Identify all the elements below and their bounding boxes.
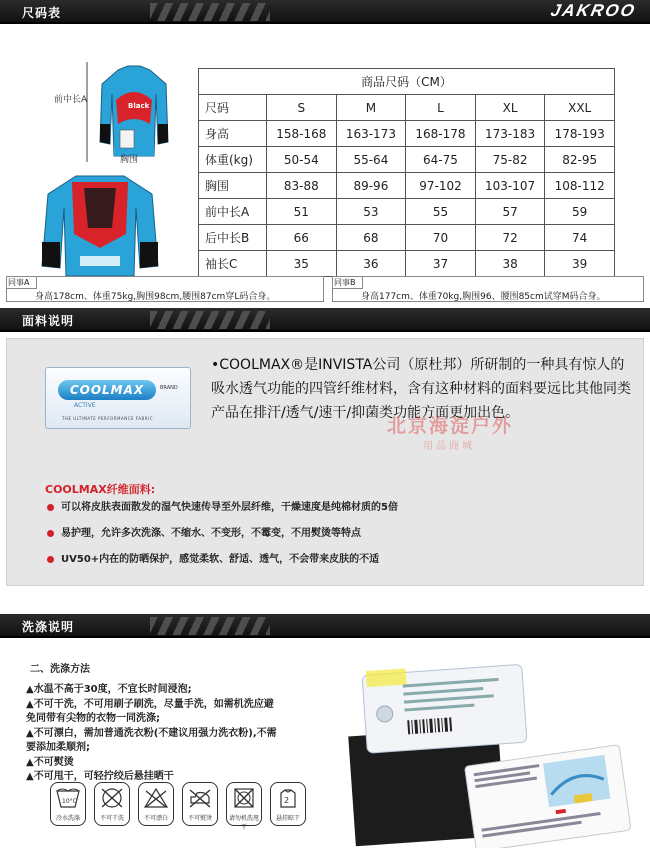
list-item — [45, 501, 635, 527]
table-cell: 97-102 — [406, 173, 476, 199]
coolmax-tagline: THE ULTIMATE PERFORMANCE FABRIC — [62, 416, 153, 421]
note-tag: 同事A — [7, 277, 37, 289]
table-cell: 89-96 — [336, 173, 406, 199]
list-item: ▲不可干洗，不可用刷子刷洗，尽量手洗，如需机洗应避 — [26, 698, 274, 710]
brand-logo: JAKROO — [549, 1, 639, 20]
row-label: 后中长B — [199, 225, 267, 251]
column-header: S — [267, 95, 337, 121]
no-iron-icon — [182, 782, 218, 826]
note-text: 身高177cm、体重70kg,胸围96、腰围85cm试穿M码合身。 — [361, 292, 606, 302]
table-cell: 53 — [336, 199, 406, 225]
note-text: 身高178cm、体重75kg,胸围98cm,腰围87cm穿L码合身。 — [35, 292, 276, 302]
table-cell: 68 — [336, 225, 406, 251]
column-header: XL — [475, 95, 545, 121]
column-header: M — [336, 95, 406, 121]
row-label: 袖长C — [199, 251, 267, 277]
coolmax-logo — [45, 367, 191, 429]
no-tumble-icon — [226, 782, 262, 831]
icon-caption: 悬挂晾干 — [275, 815, 300, 822]
list-item: 免同带有尖物的衣物一同洗涤; — [26, 713, 160, 724]
table-cell: 66 — [267, 225, 337, 251]
chest-label: 胸围 — [120, 155, 139, 165]
list-item: ▲不可甩干，可轻拧绞后悬挂晒干 — [26, 771, 174, 782]
jersey-back-image — [40, 172, 160, 280]
fabric-header — [0, 308, 650, 332]
wash-instructions — [20, 654, 330, 850]
table-row — [199, 121, 615, 147]
coolmax-wordmark: COOLMAX — [58, 380, 156, 400]
no-dryclean-icon — [94, 782, 130, 826]
table-cell: 57 — [475, 199, 545, 225]
table-cell: 178-193 — [545, 121, 615, 147]
table-cell: 64-75 — [406, 147, 476, 173]
row-label: 体重(kg) — [199, 147, 267, 173]
table-row — [199, 225, 615, 251]
table-cell: 72 — [475, 225, 545, 251]
column-header: L — [406, 95, 476, 121]
colleague-note-b — [332, 276, 644, 302]
table-cell: 51 — [267, 199, 337, 225]
bullet-icon — [47, 504, 54, 511]
water-temp-icon — [50, 782, 86, 826]
hang-tag-photo — [342, 660, 638, 848]
table-row — [199, 147, 615, 173]
note-tag: 同事B — [333, 277, 363, 289]
table-cell: 37 — [406, 251, 476, 277]
list-item — [45, 553, 635, 579]
wash-panel — [6, 654, 644, 850]
watermark: 北京海淀户外 — [387, 415, 514, 437]
table-cell: 74 — [545, 225, 615, 251]
decorative-stripes — [150, 3, 270, 21]
table-cell: 39 — [545, 251, 615, 277]
table-cell: 103-107 — [475, 173, 545, 199]
icon-caption: 请勿机洗甩干 — [228, 815, 259, 831]
table-cell: 75-82 — [475, 147, 545, 173]
row-label: 胸围 — [199, 173, 267, 199]
fabric-panel — [6, 338, 644, 586]
section-title-wash: 洗涤说明 — [22, 620, 75, 634]
table-cell: 50-54 — [267, 147, 337, 173]
table-header-row — [199, 95, 615, 121]
point-text: UV50+内在的防晒保护，感觉柔软、舒适、透气，不会带来皮肤的不适 — [61, 554, 380, 565]
list-item — [45, 527, 635, 553]
fabric-points — [45, 501, 635, 579]
icon-caption: 不可干洗 — [99, 815, 124, 822]
icon-caption: 不可熨烫 — [187, 815, 212, 822]
table-cell: 168-178 — [406, 121, 476, 147]
table-caption: 商品尺码（CM） — [199, 69, 615, 95]
svg-text:2: 2 — [284, 796, 290, 805]
table-cell: 108-112 — [545, 173, 615, 199]
table-cell: 163-173 — [336, 121, 406, 147]
row-label: 前中长A — [199, 199, 267, 225]
temp-text: 10°C — [62, 798, 77, 805]
column-header: 尺码 — [199, 95, 267, 121]
jersey-front-image — [98, 64, 170, 160]
row-label: 身高 — [199, 121, 267, 147]
table-cell: 55-64 — [336, 147, 406, 173]
front-length-label: 前中长A — [54, 95, 88, 105]
wash-heading: 二、洗涤方法 — [30, 664, 90, 675]
bullet-icon — [47, 530, 54, 537]
column-header: XXL — [545, 95, 615, 121]
section-title-size: 尺码表 — [22, 6, 62, 20]
list-item: 要添加柔顺剂; — [26, 742, 90, 753]
table-cell: 158-168 — [267, 121, 337, 147]
table-cell: 35 — [267, 251, 337, 277]
table-cell: 55 — [406, 199, 476, 225]
watermark-sub: 用品商城 — [423, 441, 475, 452]
icon-caption: 不可漂白 — [143, 815, 168, 822]
icon-caption: 冷水洗涤 — [55, 815, 80, 822]
table-row — [199, 199, 615, 225]
table-cell: 82-95 — [545, 147, 615, 173]
list-item: ▲水温不高于30度，不宜长时间浸泡; — [26, 684, 192, 695]
decorative-stripes — [150, 617, 270, 635]
table-cell: 70 — [406, 225, 476, 251]
fabric-subtitle: COOLMAX纤维面料: — [45, 483, 156, 496]
table-cell: 59 — [545, 199, 615, 225]
table-cell: 36 — [336, 251, 406, 277]
decorative-stripes — [150, 311, 270, 329]
colleague-note-a — [6, 276, 324, 302]
table-cell: 38 — [475, 251, 545, 277]
list-item: ▲不可漂白，需加普通洗衣粉(不建议用强力洗衣粉),不需 — [26, 727, 277, 739]
size-chart-header — [0, 0, 650, 24]
hang-dry-icon — [270, 782, 306, 826]
coolmax-active: ACTIVE — [74, 402, 96, 409]
bullet-icon — [47, 556, 54, 563]
list-item: ▲不可熨烫 — [26, 756, 74, 768]
point-text: 易护理，允许多次洗涤、不缩水、不变形，不霉变，不用熨烫等特点 — [61, 528, 361, 539]
table-cell: 83-88 — [267, 173, 337, 199]
table-row — [199, 173, 615, 199]
section-title-fabric: 面料说明 — [22, 314, 75, 328]
point-text: 可以将皮肤表面散发的湿气快速传导至外层纤维，干燥速度是纯棉材质的5倍 — [61, 502, 398, 513]
size-table — [198, 68, 615, 277]
table-cell: 173-183 — [475, 121, 545, 147]
wash-header — [0, 614, 650, 638]
front-length-marker — [84, 60, 90, 164]
size-chart-area — [0, 24, 650, 271]
wash-list — [20, 683, 330, 785]
no-bleach-icon — [138, 782, 174, 826]
table-caption-row — [199, 69, 615, 95]
fabric-intro: •COOLMAX®是INVISTA公司（原杜邦）所研制的一种具有惊人的吸水透气功能的四管纤维材料，含有这种材料的面料要远比其他同类产品在排汗/透气/速干/抑菌类功能方面更加出色。 — [211, 357, 631, 421]
coolmax-brand: BRAND — [160, 385, 178, 391]
table-row — [199, 251, 615, 277]
jersey-text: Black — [128, 102, 150, 110]
